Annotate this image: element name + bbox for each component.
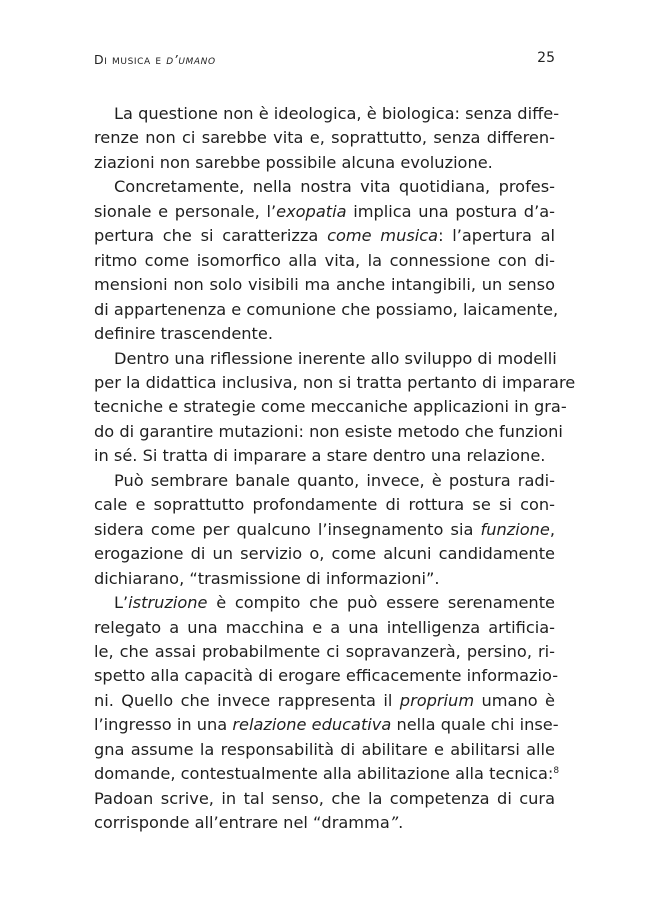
text-segment: implica una postura d’a- xyxy=(346,201,555,221)
text-line xyxy=(94,200,555,224)
running-head-title xyxy=(94,52,216,67)
text-segment: di appartenenza e comunione che possiamo, laicamente, xyxy=(94,299,559,319)
text-line xyxy=(94,493,555,517)
text-line xyxy=(94,664,559,688)
text-line xyxy=(94,347,555,371)
text-line xyxy=(94,591,555,615)
running-head-italic: d’umano xyxy=(166,52,216,67)
text-line xyxy=(94,371,576,395)
text-line xyxy=(94,175,555,199)
text-segment: L’ xyxy=(114,593,129,613)
text-segment: ziazioni non sarebbe possibile alcuna evoluzione. xyxy=(94,152,493,172)
text-line xyxy=(94,616,555,640)
text-line xyxy=(94,542,555,566)
text-segment: umano è xyxy=(474,690,555,710)
italic-text: funzione xyxy=(480,519,550,539)
running-head-plain: Di musica e xyxy=(94,52,167,67)
text-segment: renze non ci sarebbe vita e, soprattutto, senza differen- xyxy=(94,128,555,148)
text-segment: nella quale chi inse- xyxy=(391,715,559,735)
text-segment: per la didattica inclusiva, non si tratta pertanto di imparare xyxy=(94,372,576,392)
text-segment: dichiarano, “trasmissione di informazioni”. xyxy=(94,568,440,588)
paragraph xyxy=(94,102,560,175)
italic-text: ” xyxy=(389,813,399,833)
text-segment: l’ingresso in una xyxy=(94,715,233,735)
text-segment: relegato a una macchina e a una intelligenza artificia- xyxy=(94,617,555,637)
text-line xyxy=(94,273,555,297)
text-line xyxy=(94,811,555,835)
text-line xyxy=(94,126,555,150)
text-segment: : l’apertura al xyxy=(438,226,555,246)
text-segment: in sé. Si tratta di imparare a stare dentro una relazione. xyxy=(94,446,546,466)
paragraph xyxy=(94,175,559,346)
paragraph xyxy=(94,347,576,469)
text-line xyxy=(94,469,555,493)
text-segment: cale e soprattutto profondamente di rottura se si con- xyxy=(94,495,555,515)
text-segment: Concretamente, nella nostra vita quotidiana, profes- xyxy=(114,177,555,197)
text-segment: le, che assai probabilmente ci sopravanzerà, persino, ri- xyxy=(94,641,555,661)
text-segment: definire trascendente. xyxy=(94,324,274,344)
text-segment: spetto alla capacità di erogare efficacemente informazio- xyxy=(94,666,559,686)
italic-text: exopatia xyxy=(276,201,347,221)
text-segment: gna assume la responsabilità di abilitare e abilitarsi alle xyxy=(94,739,555,759)
text-line xyxy=(94,567,555,591)
text-line xyxy=(94,102,560,126)
text-segment: mensioni non solo visibili ma anche intangibili, un senso xyxy=(94,275,555,295)
text-line xyxy=(94,224,555,248)
page-number: 25 xyxy=(537,50,555,66)
text-line xyxy=(94,298,559,322)
text-segment: Dentro una riflessione inerente allo sviluppo di modelli xyxy=(114,348,557,368)
text-segment: , xyxy=(549,519,555,539)
text-line xyxy=(94,151,555,175)
text-line xyxy=(94,738,555,762)
text-segment: Può sembrare banale quanto, invece, è postura radi- xyxy=(114,470,555,490)
text-segment: sionale e personale, l’ xyxy=(94,201,277,221)
italic-text: istruzione xyxy=(128,593,208,613)
text-segment: . xyxy=(398,813,404,833)
italic-text: relazione educativa xyxy=(232,715,392,735)
text-line xyxy=(94,713,559,737)
italic-text: come musica xyxy=(327,226,439,246)
text-segment: tecniche e strategie come meccaniche applicazioni in gra- xyxy=(94,397,567,417)
text-line xyxy=(94,640,555,664)
text-line xyxy=(94,395,567,419)
text-segment: Padoan scrive, in tal senso, che la competenza di cura xyxy=(94,788,555,808)
text-segment: ni. Quello che invece rappresenta il xyxy=(94,690,400,710)
text-line xyxy=(94,787,555,811)
paragraph xyxy=(94,469,555,591)
italic-text: proprium xyxy=(399,690,475,710)
text-line xyxy=(94,420,563,444)
text-line xyxy=(94,762,560,786)
text-segment: pertura che si caratterizza xyxy=(94,226,328,246)
paragraph xyxy=(94,591,560,836)
body-text xyxy=(94,102,576,836)
footnote-reference: 8 xyxy=(553,766,560,777)
text-segment: sidera come per qualcuno l’insegnamento sia xyxy=(94,519,481,539)
text-line xyxy=(94,322,555,346)
text-segment: La questione non è ideologica, è biologica: senza diffe- xyxy=(114,104,560,123)
text-line xyxy=(94,689,555,713)
text-line xyxy=(94,249,555,273)
text-segment: corrisponde all’entrare nel “dramma xyxy=(94,813,390,833)
text-segment: do di garantire mutazioni: non esiste metodo che funzioni xyxy=(94,421,563,441)
text-segment: domande, contestualmente alla abilitazione alla tecnica: xyxy=(94,764,554,784)
text-segment: ritmo come isomorfico alla vita, la connessione con di- xyxy=(94,250,555,270)
text-line xyxy=(94,518,555,542)
running-header xyxy=(94,52,555,72)
text-segment: è compito che può essere serenamente xyxy=(207,593,555,613)
text-segment: erogazione di un servizio o, come alcuni candidamente xyxy=(94,544,555,564)
text-line xyxy=(94,444,555,468)
